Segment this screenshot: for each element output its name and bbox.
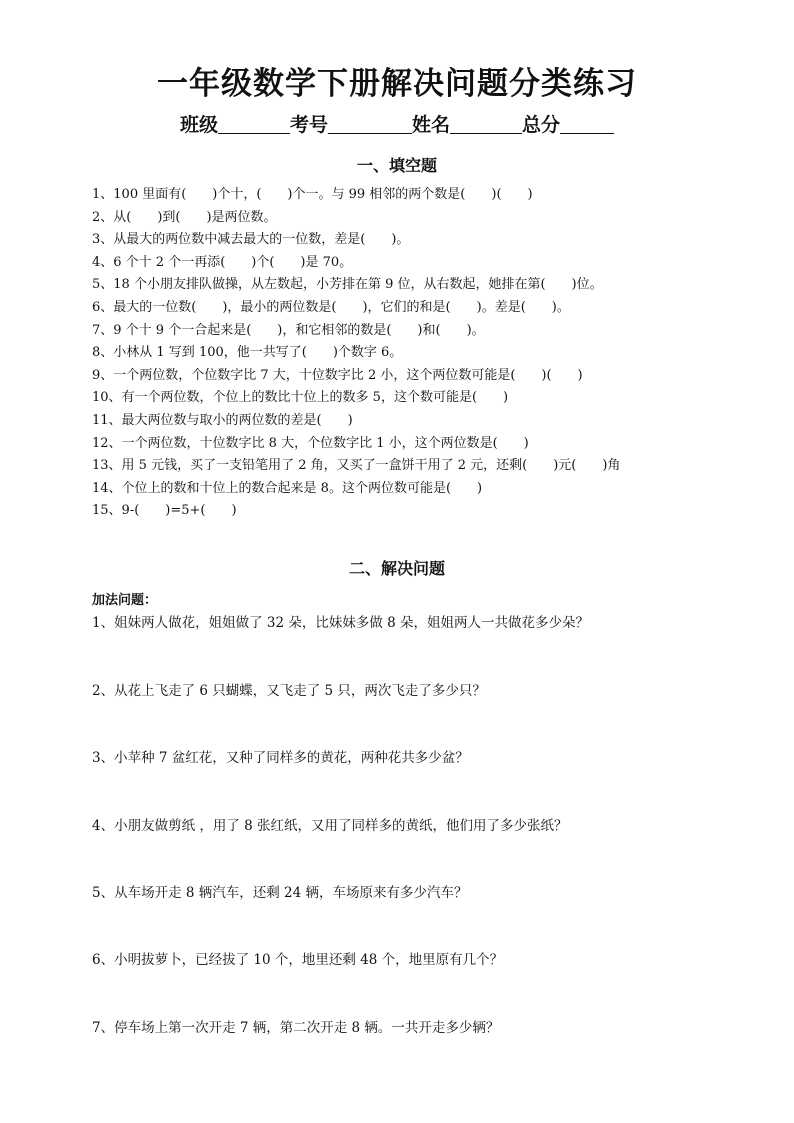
fill-item-1: 1、100 里面有( )个十，( )个一。与 99 相邻的两个数是( )( ) <box>92 187 533 202</box>
score-label: 总分 <box>522 114 561 136</box>
fill-item-13: 13、用 5 元钱，买了一支铅笔用了 2 角，又买了一盒饼干用了 2 元，还剩( )元( )角 <box>92 458 621 474</box>
fill-item-3: 3、从最大的两位数中减去最大的一位数，差是( )。 <box>92 232 410 248</box>
fill-blank-list <box>60 184 750 523</box>
fill-item-8: 8、小林从 1 写到 100，他一共写了( )个数字 6。 <box>92 345 403 361</box>
fill-item-2: 2、从( )到( )是两位数。 <box>92 209 277 225</box>
fill-item-11: 11、最大两位数与取小的两位数的差是( ) <box>92 412 353 428</box>
word-problem-4: 4、小朋友做剪纸 ，用了 8 张红纸，又用了同样多的黄纸，他们用了多少张纸？ <box>92 818 568 834</box>
fill-item-10: 10、有一个两位数，个位上的数比十位上的数多 5，这个数可能是( ) <box>92 390 509 406</box>
fill-item-4: 4、6 个十 2 个一再添( )个( )是 70。 <box>92 254 353 270</box>
word-problem-6: 6、小明拔萝卜，已经拔了 10 个，地里还剩 48 个，地里原有几个？ <box>92 952 504 968</box>
exam-no-blank[interactable] <box>328 115 412 134</box>
name-blank[interactable] <box>450 115 522 134</box>
class-blank[interactable] <box>218 115 290 134</box>
word-problem-2: 2、从花上飞走了 6 只蝴蝶，又飞走了 5 只，两次飞走了多少只？ <box>92 683 486 699</box>
exam-no-label: 考号 <box>289 114 328 136</box>
fill-item-7: 7、9 个十 9 个一合起来是( )，和它相邻的数是( )和( )。 <box>92 322 485 338</box>
page-title: 一年级数学下册解决问题分类练习 <box>157 66 637 102</box>
section-heading-word-problems: 二、解决问题 <box>348 559 445 578</box>
fill-item-9: 9、一个两位数，个位数字比 7 大，十位数字比 2 小，这个两位数可能是( )( ) <box>92 367 583 383</box>
fill-item-12: 12、一个两位数，十位数字比 8 大，个位数字比 1 小，这个两位数是( ) <box>92 435 529 451</box>
word-problem-5: 5、从车场开走 8 辆汽车，还剩 24 辆，车场原来有多少汽车？ <box>92 885 468 901</box>
word-problem-7: 7、停车场上第一次开走 7 辆，第二次开走 8 辆。一共开走多少辆？ <box>92 1020 500 1036</box>
name-label: 姓名 <box>412 114 451 136</box>
score-blank[interactable] <box>560 115 614 134</box>
word-problem-3: 3、小苹种 7 盆红花，又种了同样多的黄花，两种花共多少盆？ <box>92 750 469 766</box>
word-problem-1: 1、姐妹两人做花，姐姐做了 32 朵，比妹妹多做 8 朵，姐姐两人一共做花多少朵？ <box>92 615 590 631</box>
fill-item-6: 6、最大的一位数( )，最小的两位数是( )，它们的和是( )。差是( )。 <box>92 299 570 315</box>
fill-item-15: 15、9-( )=5+( ) <box>92 503 237 519</box>
addition-subheading: 加法问题： <box>92 593 158 608</box>
class-label: 班级 <box>179 114 218 136</box>
fill-item-5: 5、18 个小朋友排队做操，从左数起，小芳排在第 9 位，从右数起，她排在第( )位。 <box>92 277 603 293</box>
student-info-line <box>0 110 794 137</box>
fill-item-14: 14、个位上的数和十位上的数合起来是 8。这个两位数可能是( ) <box>92 480 483 496</box>
section-heading-fill-blank: 一、填空题 <box>356 156 437 175</box>
